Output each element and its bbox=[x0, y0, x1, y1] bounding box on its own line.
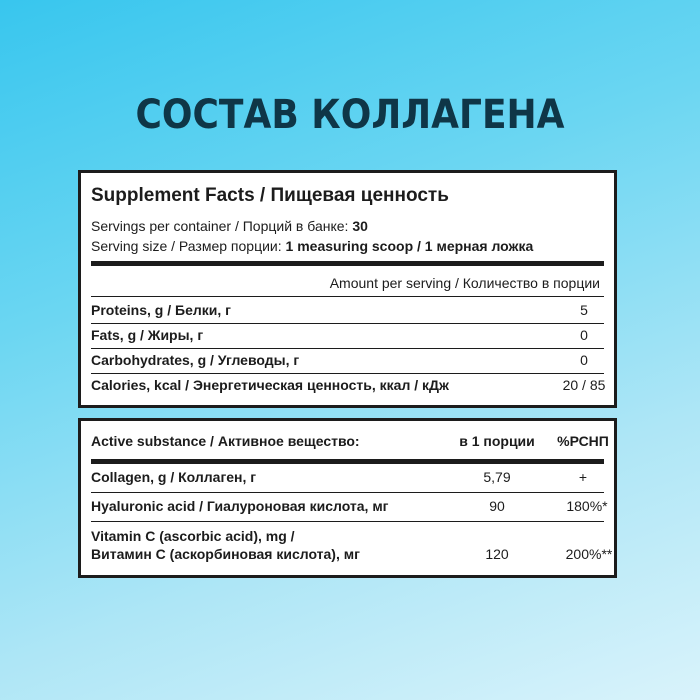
amount-per-serving-label: Amount per serving / Количество в порции bbox=[329, 275, 600, 291]
page-title: СОСТАВ КОЛЛАГЕНА bbox=[135, 92, 565, 138]
active-header-per-serving: в 1 порции bbox=[459, 433, 535, 449]
serving-size-label: Serving size / Размер порции: bbox=[91, 238, 286, 254]
thick-divider bbox=[91, 261, 604, 266]
serving-size-value: 1 measuring scoop / 1 мерная ложка bbox=[285, 238, 534, 254]
active-percent: 180%* bbox=[566, 498, 608, 514]
nutrition-label: Fats, g / Жиры, г bbox=[91, 327, 204, 343]
nutrition-value: 20 / 85 bbox=[562, 377, 606, 393]
divider bbox=[91, 521, 604, 522]
active-percent: 200%** bbox=[565, 546, 613, 562]
active-header-label: Active substance / Активное вещество: bbox=[91, 433, 360, 449]
active-label: Collagen, g / Коллаген, г bbox=[91, 469, 257, 485]
supplement-facts-panel bbox=[78, 170, 617, 408]
serving-size bbox=[91, 238, 533, 254]
active-percent: + bbox=[578, 469, 588, 485]
supplement-facts-heading: Supplement Facts / Пищевая ценность bbox=[91, 185, 449, 206]
divider bbox=[91, 296, 604, 297]
thick-divider bbox=[91, 459, 604, 464]
divider bbox=[91, 348, 604, 349]
active-label-line1: Vitamin C (ascorbic acid), mg / bbox=[91, 528, 295, 544]
nutrition-value: 5 bbox=[580, 302, 588, 318]
divider bbox=[91, 373, 604, 374]
active-amount: 5,79 bbox=[483, 469, 511, 485]
nutrition-label: Proteins, g / Белки, г bbox=[91, 302, 231, 318]
active-label-line2: Витамин С (аскорбиновая кислота), мг bbox=[91, 546, 360, 562]
nutrition-label: Carbohydrates, g / Углеводы, г bbox=[91, 352, 300, 368]
active-label: Hyaluronic acid / Гиалуроновая кислота, мг bbox=[91, 498, 389, 514]
divider bbox=[91, 492, 604, 493]
active-amount: 120 bbox=[485, 546, 509, 562]
active-amount: 90 bbox=[489, 498, 505, 514]
active-header-percent: %РСНП bbox=[557, 433, 609, 449]
nutrition-value: 0 bbox=[580, 327, 588, 343]
divider bbox=[91, 323, 604, 324]
nutrition-value: 0 bbox=[580, 352, 588, 368]
servings-per-container bbox=[91, 218, 368, 234]
servings-value: 30 bbox=[352, 218, 368, 234]
active-substances-panel bbox=[78, 418, 617, 578]
servings-label: Servings per container / Порций в банке: bbox=[91, 218, 353, 234]
nutrition-label: Calories, kcal / Энергетическая ценность, ккал / кДж bbox=[91, 377, 449, 393]
